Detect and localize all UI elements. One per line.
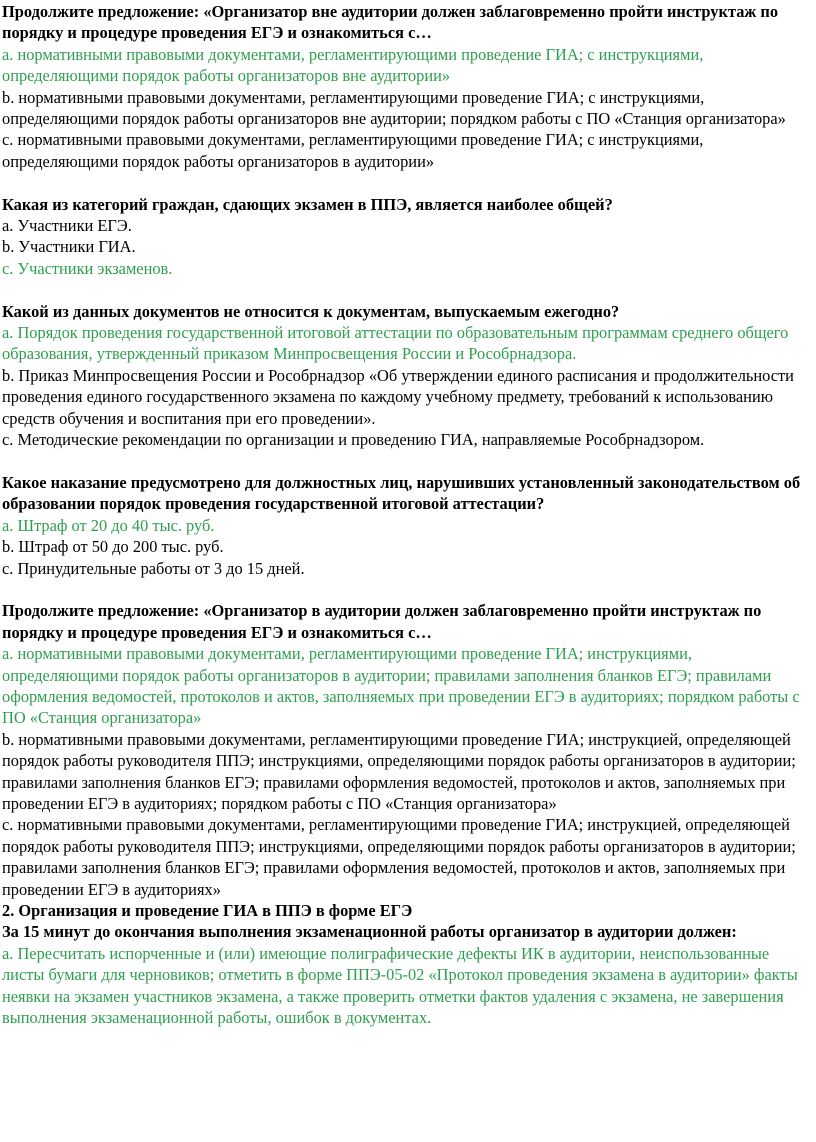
question-block-3	[2, 301, 812, 451]
document	[2, 1, 812, 1028]
answer-option-b: b. нормативными правовыми документами, регламентирующими проведение ГИА; с инструкциями, определяющими порядок работы организаторов вне аудитории; порядком работы с ПО «Станция организатора»	[2, 87, 786, 129]
question-block-6	[2, 921, 812, 1028]
answer-option-c: c. нормативными правовыми документами, регламентирующими проведение ГИА; инструкцией, определяющей порядок работы руководителя ППЭ; инструкциями, определяющими порядок работы организаторов в аудитории; правилами заполнения бланков ЕГЭ; правилами оформления ведомостей, протоколов и актов, заполняемых при проведении ЕГЭ в аудиториях»	[2, 815, 796, 899]
question-text: Продолжите предложение: «Организатор в аудитории должен заблаговременно пройти инструктаж по порядку и процедуре проведения ЕГЭ и ознакомиться с…	[2, 601, 762, 642]
answer-option-a: a. нормативными правовыми документами, регламентирующими проведение ГИА; с инструкциями, определяющими порядок работы организаторов вне аудитории»	[2, 44, 704, 86]
answer-option-c: c. Участники экзаменов.	[2, 258, 173, 278]
answer-option-b: b. Приказ Минпросвещения России и Рособрнадзор «Об утверждении единого расписания и продолжительности проведения единого государственного экзамена по каждому учебному предмету, требований к использованию средств обучения и воспитания при его проведении».	[2, 365, 794, 428]
question-block-1	[2, 1, 812, 172]
answer-option-b: b. Участники ГИА.	[2, 237, 136, 257]
question-block-2	[2, 194, 812, 280]
answer-option-b: b. Штраф от 50 до 200 тыс. руб.	[2, 537, 224, 557]
question-text: Продолжите предложение: «Организатор вне аудитории должен заблаговременно пройти инструктаж по порядку и процедуре проведения ЕГЭ и ознакомиться с…	[2, 2, 779, 43]
answer-option-a: a. Пересчитать испорченные и (или) имеющие полиграфические дефекты ИК в аудитории, неиспользованные листы бумаги для черновиков; отметить в форме ППЭ-05-02 «Протокол проведения экзамена в аудитории» факты неявки на экзамен участников экзамена, а также проверить отметки фактов удаления с экзамена, не завершения выполнения экзаменационной работы, ошибок в документах.	[2, 943, 798, 1028]
question-text: За 15 минут до окончания выполнения экзаменационной работы организатор в аудитории должен:	[2, 922, 737, 942]
answer-option-a: a. Участники ЕГЭ.	[2, 216, 132, 236]
question-block-5	[2, 600, 812, 900]
answer-option-c: c. нормативными правовыми документами, регламентирующими проведение ГИА; с инструкциями, определяющими порядок работы организаторов в аудитории»	[2, 130, 704, 171]
question-text: Какая из категорий граждан, сдающих экзамен в ППЭ, является наиболее общей?	[2, 194, 613, 214]
question-text: Какой из данных документов не относится к документам, выпускаемым ежегодно?	[2, 301, 620, 321]
section-title: 2. Организация и проведение ГИА в ППЭ в форме ЕГЭ	[2, 901, 413, 920]
answer-option-a: a. Порядок проведения государственной итоговой аттестации по образовательным программам среднего общего образования, утвержденный приказом Минпросвещения России и Рособрнадзора.	[2, 323, 789, 364]
answer-option-b: b. нормативными правовыми документами, регламентирующими проведение ГИА; инструкцией, определяющей порядок работы руководителя ППЭ; инструкциями, определяющими порядок работы организаторов в аудитории; правилами заполнения бланков ЕГЭ; правилами оформления ведомостей, протоколов и актов, заполняемых при проведении ЕГЭ в аудиториях; порядком работы с ПО «Станция организатора»	[2, 729, 796, 813]
question-block-4	[2, 472, 812, 579]
answer-option-c: c. Методические рекомендации по организации и проведению ГИА, направляемые Рособрнадзором.	[2, 430, 705, 450]
answer-option-a: a. нормативными правовыми документами, регламентирующими проведение ГИА; инструкциями, определяющими порядок работы организаторов в аудитории; правилами заполнения бланков ЕГЭ; правилами оформления ведомостей, протоколов и актов, заполняемых при проведении ЕГЭ в аудиториях; порядком работы с ПО «Станция организатора»	[2, 644, 800, 728]
answer-option-c: c. Принудительные работы от 3 до 15 дней.	[2, 558, 305, 578]
question-text: Какое наказание предусмотрено для должностных лиц, нарушивших установленный законодательством об образовании порядок проведения государственной итоговой аттестации?	[2, 472, 801, 514]
answer-option-a: a. Штраф от 20 до 40 тыс. руб.	[2, 515, 215, 535]
